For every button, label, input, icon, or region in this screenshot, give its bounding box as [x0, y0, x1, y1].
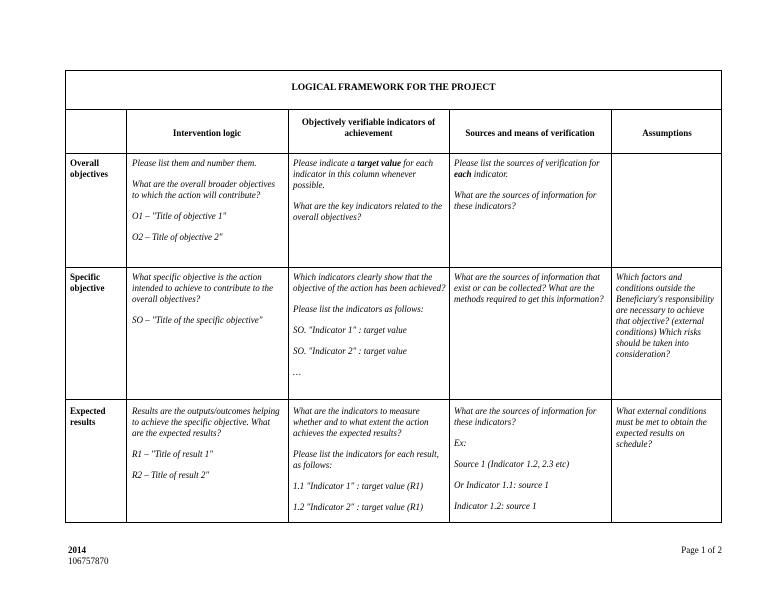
cell-results-assumptions: [616, 406, 719, 460]
cell-text: Please indicate a target value for each indicator in this column whenever possible.: [293, 158, 433, 190]
cell-results-sources: [454, 406, 604, 522]
cell-text: Which factors and conditions outside the Beneficiary's responsibility are necessary to achieve that objective? (external conditions) Which risks should be taken into consideration?: [616, 272, 714, 359]
footer-doc-number: 106757870: [68, 556, 109, 566]
cell-overall-indicators: [293, 158, 445, 233]
cell-text: Indicator 1.2: source 1: [454, 501, 537, 511]
cell-results-indicators: [293, 406, 445, 523]
emphasis-text: each: [454, 169, 472, 179]
row-label-overall: Overall objectives: [70, 158, 108, 179]
cell-text: R1 – "Title of result 1": [132, 449, 213, 459]
col-divider: [126, 109, 127, 523]
cell-text: …: [293, 367, 302, 377]
cell-text: Or Indicator 1.1: source 1: [454, 480, 549, 490]
cell-text: 1.2 "Indicator 2" : target value (R1): [293, 502, 423, 512]
table-title: LOGICAL FRAMEWORK FOR THE PROJECT: [291, 83, 496, 93]
emphasis-text: target value: [357, 158, 401, 168]
cell-text: SO. "Indicator 2" : target value: [293, 346, 407, 356]
cell-overall-sources: [454, 158, 606, 222]
row-divider: [66, 109, 721, 110]
cell-text: What specific objective is the action intended to achieve to contribute to the overall objectives?: [132, 272, 273, 304]
logframe-table: [65, 70, 722, 523]
cell-text: Ex:: [454, 438, 467, 448]
cell-text: What are the sources of information for these indicators?: [454, 190, 597, 211]
cell-text: What are the sources of information that exist or can be collected? What are the methods required to get this information?: [454, 272, 604, 304]
footer-page-number: Page 1 of 2: [681, 545, 722, 555]
cell-text: Please list the sources of verification for each indicator.: [454, 158, 600, 179]
row-divider: [66, 267, 721, 268]
footer-year: 2014: [68, 545, 86, 555]
row-divider: [66, 399, 721, 400]
col-divider: [449, 109, 450, 523]
row-label-specific: Specific objective: [70, 272, 105, 293]
cell-specific-intervention: [132, 272, 284, 336]
cell-text: What are the indicators to measure whether and to what extent the action achieves the expected results?: [293, 406, 429, 438]
cell-text: Please list the indicators as follows:: [293, 304, 424, 314]
cell-text: What are the key indicators related to the overall objectives?: [293, 201, 443, 222]
cell-text: R2 – Title of result 2": [132, 470, 210, 480]
col-header-sources: Sources and means of verification: [465, 128, 595, 138]
col-divider: [611, 109, 612, 523]
cell-overall-intervention: [132, 158, 282, 253]
cell-text: Source 1 (Indicator 1.2, 2.3 etc): [454, 459, 570, 469]
cell-text: What are the sources of information for these indicators?: [454, 406, 597, 427]
cell-text: 1.1 "Indicator 1" : target value (R1): [293, 481, 423, 491]
col-header-assumptions: Assumptions: [642, 128, 692, 138]
cell-text: SO. "Indicator 1" : target value: [293, 325, 407, 335]
cell-text: O2 – Title of objective 2": [132, 232, 223, 242]
cell-text: Which indicators clearly show that the objective of the action has been achieved?: [293, 272, 446, 293]
col-header-indicators: Objectively verifiable indicators of achievement: [301, 117, 436, 138]
cell-text: Please list the indicators for each result, as follows:: [293, 449, 439, 470]
cell-specific-indicators: [293, 272, 447, 388]
cell-text: SO – "Title of the specific objective": [132, 315, 263, 325]
cell-text: What are the overall broader objectives to which the action will contribute?: [132, 179, 276, 200]
cell-text: Please list them and number them.: [132, 158, 257, 168]
col-divider: [288, 109, 289, 523]
cell-text: Results are the outputs/outcomes helping to achieve the specific objective. What are the expected results?: [132, 406, 280, 438]
row-label-results: Expected results: [70, 406, 106, 427]
row-divider: [66, 153, 721, 154]
cell-text: What external conditions must be met to obtain the expected results on schedule?: [616, 406, 707, 449]
cell-specific-assumptions: [616, 272, 719, 370]
cell-text: O1 – "Title of objective 1": [132, 211, 227, 221]
col-header-intervention: Intervention logic: [172, 128, 242, 138]
cell-results-intervention: [132, 406, 282, 491]
cell-specific-sources: [454, 272, 604, 315]
